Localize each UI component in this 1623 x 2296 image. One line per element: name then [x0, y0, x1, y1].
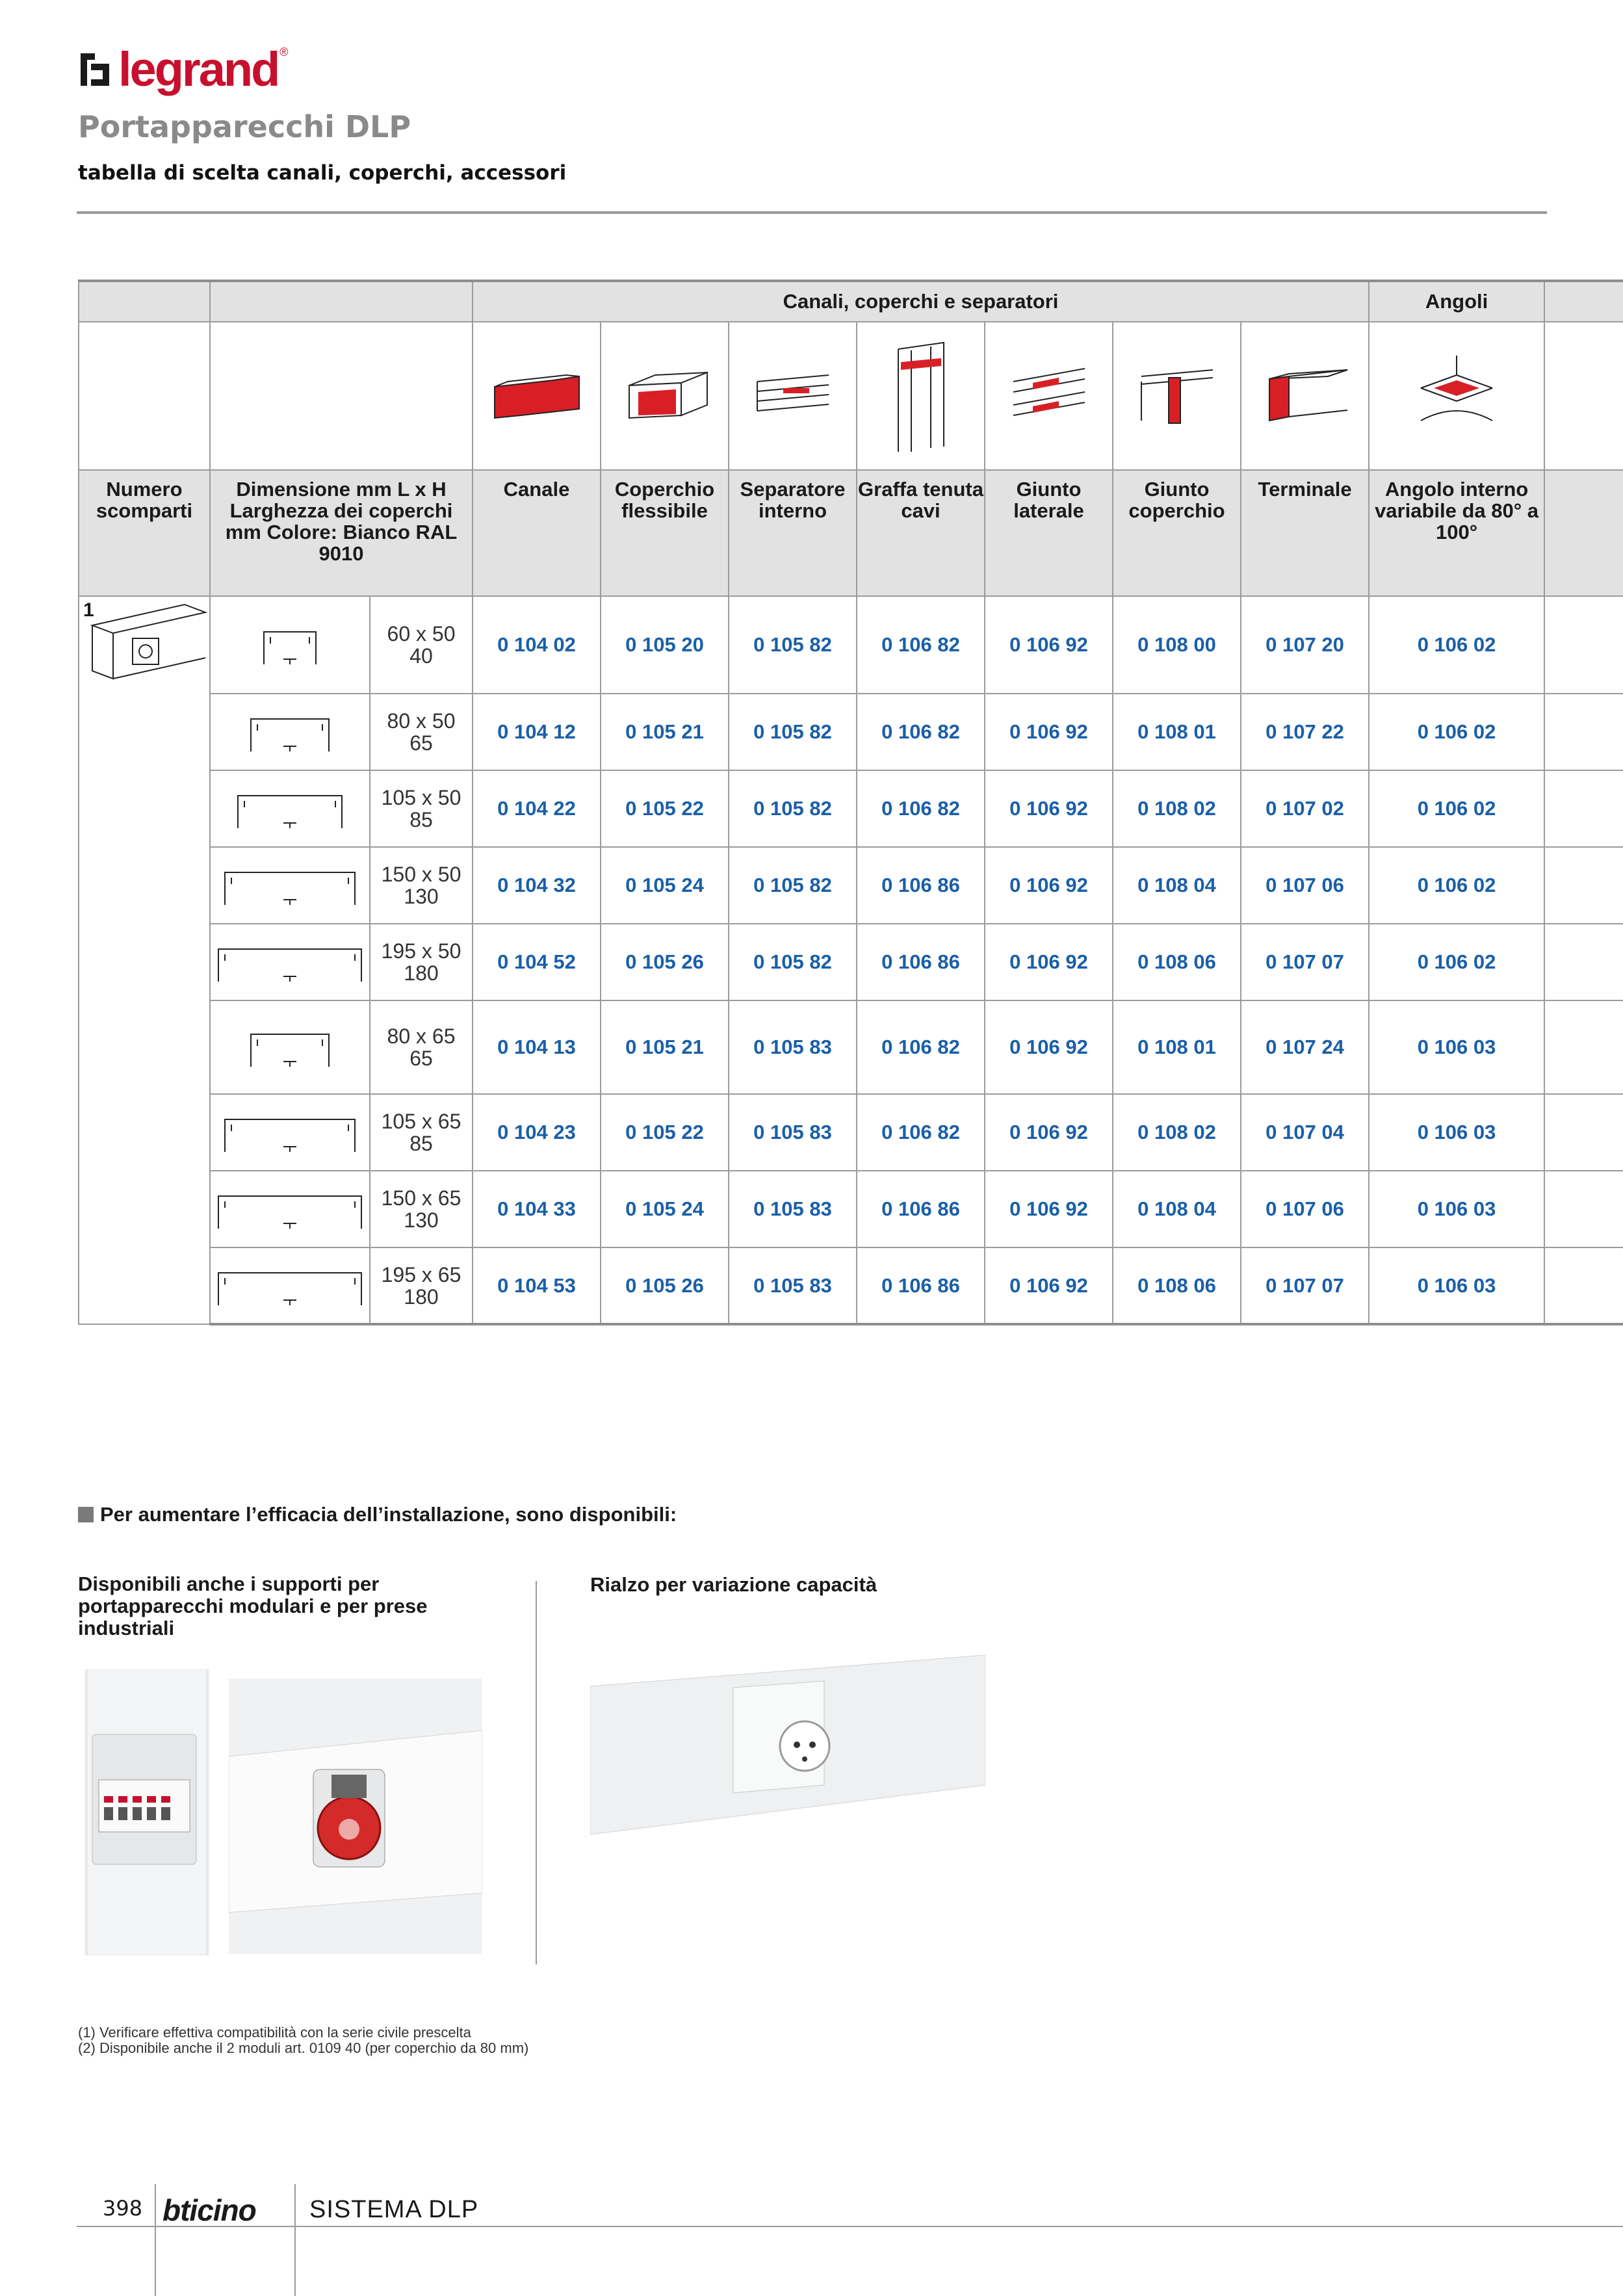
clip-code: 0 106 82 — [857, 770, 985, 847]
corner-code: 0 106 03 — [1369, 1247, 1544, 1324]
dimension-cell — [370, 1171, 473, 1247]
cover-joint-code: 0 108 04 — [1113, 1171, 1241, 1247]
side-joint-code: 0 106 92 — [985, 847, 1113, 924]
table-row — [79, 596, 1623, 694]
col-cover-joint: Giunto coperchio — [1113, 470, 1241, 596]
cover-width: 85 — [409, 808, 433, 831]
cover-joint-code: 0 108 00 — [1113, 596, 1241, 694]
footer-divider — [77, 2226, 1623, 2227]
channel-code: 0 104 32 — [473, 847, 601, 924]
availability-heading — [78, 1503, 677, 1526]
cover-code: 0 105 24 — [601, 1171, 729, 1247]
selection-table — [78, 280, 1623, 1325]
table-row — [79, 770, 1623, 847]
channel-icon — [473, 322, 601, 470]
channel-code: 0 104 53 — [473, 1247, 601, 1324]
table-row — [79, 924, 1623, 1000]
separator-code: 0 105 82 — [729, 770, 857, 847]
col-terminal: Terminale — [1241, 470, 1369, 596]
dimension-value: 150 x 65 — [381, 1186, 461, 1210]
cross-section-icon — [210, 770, 370, 847]
dimension-value: 60 x 50 — [387, 622, 456, 646]
blank-cell — [1544, 847, 1623, 924]
side-joint-code: 0 106 92 — [985, 1094, 1113, 1171]
table-row — [79, 694, 1623, 770]
dimension-value: 150 x 50 — [381, 863, 461, 886]
corner-code: 0 106 03 — [1369, 1171, 1544, 1247]
cover-width: 130 — [404, 1208, 439, 1232]
cover-code: 0 105 21 — [601, 694, 729, 770]
footer-vertical-line-2 — [294, 2184, 296, 2296]
separator-code: 0 105 83 — [729, 1000, 857, 1094]
separator-code: 0 105 82 — [729, 924, 857, 1000]
channel-code: 0 104 13 — [473, 1000, 601, 1094]
table-row — [79, 847, 1623, 924]
cross-section-icon — [210, 924, 370, 1000]
dimension-value: 105 x 65 — [381, 1110, 461, 1133]
col-flexible-cover: Coperchio flessibile — [601, 470, 729, 596]
channel-code: 0 104 12 — [473, 694, 601, 770]
channel-code: 0 104 02 — [473, 596, 601, 694]
header-divider — [77, 211, 1547, 214]
col-separator: Separatore interno — [729, 470, 857, 596]
availability-heading-text: Per aumentare l’efficacia dell’installazione, sono disponibili: — [100, 1503, 677, 1526]
col-blank — [1544, 470, 1623, 596]
col-side-joint: Giunto laterale — [985, 470, 1113, 596]
clip-code: 0 106 82 — [857, 596, 985, 694]
cover-width: 65 — [409, 1047, 433, 1070]
footnote-2: (2) Disponibile anche il 2 moduli art. 0109 40 (per coperchio da 80 mm) — [78, 2040, 529, 2056]
channel-code: 0 104 52 — [473, 924, 601, 1000]
separator-code: 0 105 82 — [729, 596, 857, 694]
corner-code: 0 106 03 — [1369, 1000, 1544, 1094]
side-joint-code: 0 106 92 — [985, 1171, 1113, 1247]
dimension-cell — [370, 1094, 473, 1171]
page-number: 398 — [103, 2196, 143, 2221]
corner-icon — [1369, 322, 1544, 470]
bticino-logo: bticino — [162, 2193, 256, 2227]
cross-section-icon — [210, 1000, 370, 1094]
cover-code: 0 105 24 — [601, 847, 729, 924]
clip-code: 0 106 82 — [857, 694, 985, 770]
side-joint-code: 0 106 92 — [985, 770, 1113, 847]
group-blank-2 — [210, 281, 473, 322]
logo-wordmark: legrand — [118, 42, 279, 96]
table-row — [79, 1000, 1623, 1094]
dimension-cell — [370, 1000, 473, 1094]
cover-width: 180 — [404, 961, 439, 985]
cover-code: 0 105 21 — [601, 1000, 729, 1094]
group-corners: Angoli — [1369, 281, 1544, 322]
terminal-code: 0 107 02 — [1241, 770, 1369, 847]
icon-blank-3 — [1544, 322, 1623, 470]
dimension-cell — [370, 770, 473, 847]
dimension-cell — [370, 1247, 473, 1324]
cover-joint-code: 0 108 06 — [1113, 924, 1241, 1000]
channel-code: 0 104 22 — [473, 770, 601, 847]
terminal-code: 0 107 04 — [1241, 1094, 1369, 1171]
blank-cell — [1544, 596, 1623, 694]
compartments-count: 1 — [83, 599, 94, 621]
single-compartment-channel-icon — [87, 599, 208, 689]
blank-cell — [1544, 1247, 1623, 1324]
cover-joint-code: 0 108 01 — [1113, 694, 1241, 770]
cover-code: 0 105 22 — [601, 1094, 729, 1171]
cross-section-icon — [210, 694, 370, 770]
icon-row — [79, 322, 1623, 470]
blank-cell — [1544, 1094, 1623, 1171]
dimension-value: 195 x 50 — [381, 939, 461, 963]
icon-blank-1 — [79, 322, 210, 470]
terminal-code: 0 107 22 — [1241, 694, 1369, 770]
col-channel: Canale — [473, 470, 601, 596]
cable-clip-icon — [857, 322, 985, 470]
side-joint-code: 0 106 92 — [985, 1247, 1113, 1324]
col-corner: Angolo interno variabile da 80° a 100° — [1369, 470, 1544, 596]
cover-joint-code: 0 108 01 — [1113, 1000, 1241, 1094]
dimension-value: 195 x 65 — [381, 1262, 461, 1286]
terminal-code: 0 107 06 — [1241, 1171, 1369, 1247]
side-joint-code: 0 106 92 — [985, 1000, 1113, 1094]
cover-joint-icon — [1113, 322, 1241, 470]
side-joint-code: 0 106 92 — [985, 924, 1113, 1000]
group-header-row — [79, 281, 1623, 322]
capacity-riser-photo — [590, 1655, 985, 1837]
corner-code: 0 106 02 — [1369, 694, 1544, 770]
riser-title: Rialzo per variazione capacità — [590, 1573, 877, 1596]
col-cable-clip: Graffa tenuta cavi — [857, 470, 985, 596]
footnote-1: (1) Verificare effettiva compatibilità con la serie civile prescelta — [78, 2024, 471, 2041]
side-joint-code: 0 106 92 — [985, 596, 1113, 694]
cover-joint-code: 0 108 02 — [1113, 1094, 1241, 1171]
col-dimension: Dimensione mm L x H Larghezza dei coperchi mm Colore: Bianco RAL 9010 — [210, 470, 473, 596]
icon-blank-2 — [210, 322, 473, 470]
cross-section-icon — [210, 1247, 370, 1324]
footer-vertical-line-1 — [155, 2184, 156, 2296]
blank-cell — [1544, 1171, 1623, 1247]
cover-width: 40 — [409, 644, 433, 668]
clip-code: 0 106 82 — [857, 1000, 985, 1094]
separator-code: 0 105 83 — [729, 1171, 857, 1247]
side-joint-icon — [985, 322, 1113, 470]
terminal-code: 0 107 07 — [1241, 1247, 1369, 1324]
side-joint-code: 0 106 92 — [985, 694, 1113, 770]
compartments-cell — [79, 596, 210, 1324]
corner-code: 0 106 02 — [1369, 847, 1544, 924]
internal-separator-icon — [729, 322, 857, 470]
dimension-value: 105 x 50 — [381, 786, 461, 809]
corner-code: 0 106 02 — [1369, 924, 1544, 1000]
dimension-value: 80 x 50 — [387, 709, 456, 733]
cross-section-icon — [210, 847, 370, 924]
dimension-cell — [370, 924, 473, 1000]
cover-code: 0 105 26 — [601, 1247, 729, 1324]
clip-code: 0 106 82 — [857, 1094, 985, 1171]
corner-code: 0 106 02 — [1369, 596, 1544, 694]
bullet-square-icon — [78, 1507, 94, 1522]
cover-width: 85 — [409, 1132, 433, 1155]
col-number: Numero scomparti — [79, 470, 210, 596]
dimension-cell — [370, 694, 473, 770]
corner-code: 0 106 02 — [1369, 770, 1544, 847]
channel-code: 0 104 33 — [473, 1171, 601, 1247]
clip-code: 0 106 86 — [857, 924, 985, 1000]
blank-cell — [1544, 924, 1623, 1000]
separator-code: 0 105 83 — [729, 1247, 857, 1324]
terminal-code: 0 107 06 — [1241, 847, 1369, 924]
group-channels: Canali, coperchi e separatori — [473, 281, 1369, 322]
dimension-cell — [370, 847, 473, 924]
cover-joint-code: 0 108 02 — [1113, 770, 1241, 847]
cross-section-icon — [210, 596, 370, 694]
terminal-code: 0 107 20 — [1241, 596, 1369, 694]
cross-section-icon — [210, 1171, 370, 1247]
separator-code: 0 105 83 — [729, 1094, 857, 1171]
corner-code: 0 106 03 — [1369, 1094, 1544, 1171]
table-row — [79, 1094, 1623, 1171]
cover-width: 130 — [404, 885, 439, 908]
terminal-code: 0 107 24 — [1241, 1000, 1369, 1094]
cover-code: 0 105 22 — [601, 770, 729, 847]
clip-code: 0 106 86 — [857, 1171, 985, 1247]
clip-code: 0 106 86 — [857, 847, 985, 924]
cover-width: 180 — [404, 1285, 439, 1309]
dimension-cell — [370, 596, 473, 694]
column-divider — [536, 1581, 537, 1964]
legrand-logo — [78, 42, 289, 96]
separator-code: 0 105 82 — [729, 847, 857, 924]
column-header-row — [79, 470, 1623, 596]
clip-code: 0 106 86 — [857, 1247, 985, 1324]
blank-cell — [1544, 694, 1623, 770]
channel-code: 0 104 23 — [473, 1094, 601, 1171]
supports-title: Disponibili anche i supporti per portapparecchi modulari e per prese industriali — [78, 1572, 428, 1639]
group-blank-1 — [79, 281, 210, 322]
page-subtitle: tabella di scelta canali, coperchi, accessori — [78, 161, 567, 185]
terminal-code: 0 107 07 — [1241, 924, 1369, 1000]
blank-cell — [1544, 770, 1623, 847]
legrand-mark-icon — [78, 51, 112, 88]
table-row — [79, 1171, 1623, 1247]
cover-joint-code: 0 108 04 — [1113, 847, 1241, 924]
group-blank-3 — [1544, 281, 1623, 322]
blank-cell — [1544, 1000, 1623, 1094]
registered-mark: ® — [279, 46, 289, 59]
dimension-value: 80 x 65 — [387, 1024, 456, 1048]
flexible-cover-icon — [601, 322, 729, 470]
cover-code: 0 105 20 — [601, 596, 729, 694]
terminal-icon — [1241, 322, 1369, 470]
industrial-socket-photo — [229, 1678, 482, 1954]
cover-joint-code: 0 108 06 — [1113, 1247, 1241, 1324]
page-title: Portapparecchi DLP — [78, 109, 411, 144]
cover-code: 0 105 26 — [601, 924, 729, 1000]
separator-code: 0 105 82 — [729, 694, 857, 770]
table-row — [79, 1247, 1623, 1324]
modular-support-photo — [84, 1669, 209, 1955]
cover-width: 65 — [409, 731, 433, 755]
system-name: SISTEMA DLP — [309, 2196, 479, 2223]
cross-section-icon — [210, 1094, 370, 1171]
